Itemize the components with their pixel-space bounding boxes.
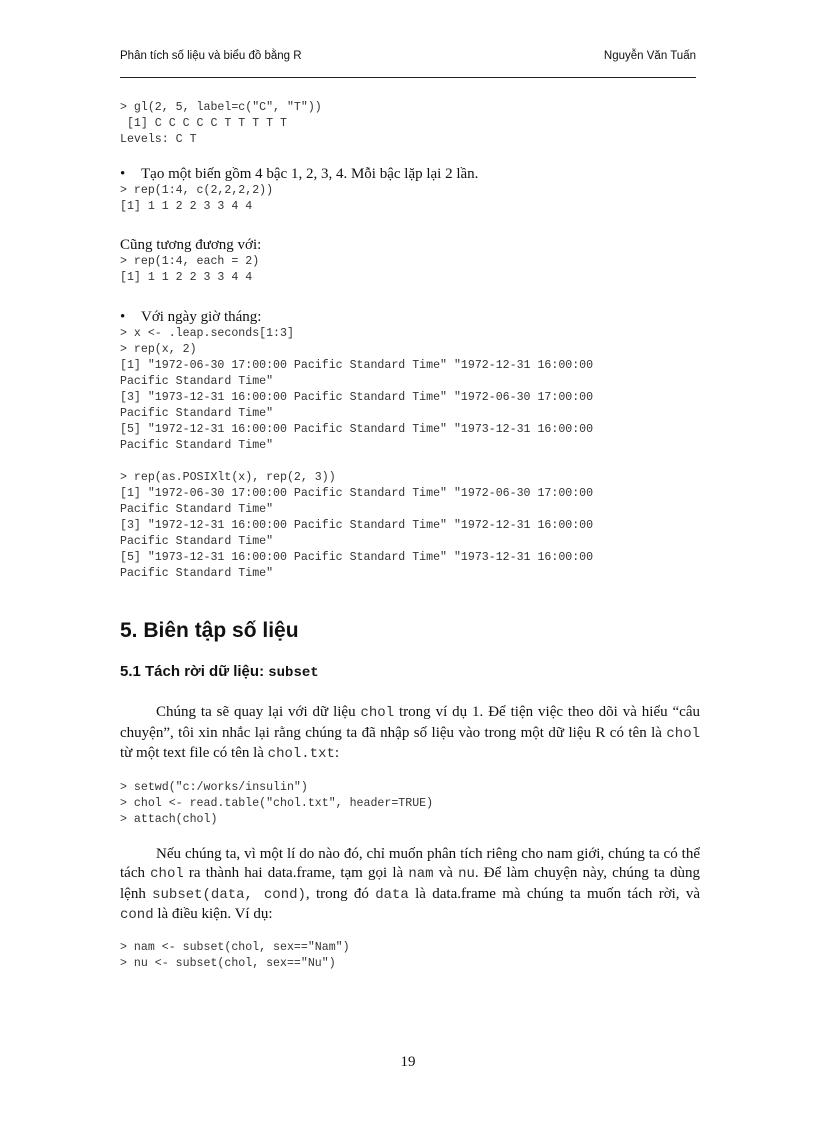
bullet-item-dates — [120, 308, 700, 326]
paragraph-subset — [120, 845, 700, 926]
text-run: Chúng ta sẽ quay lại với dữ liệu — [156, 704, 361, 720]
header-book-title: Phân tích số liệu và biểu đồ bằng R — [120, 50, 302, 62]
inline-code: cond — [120, 907, 154, 923]
inline-code: subset(data, cond) — [152, 886, 306, 903]
code-block-subset: > nam <- subset(chol, sex=="Nam") > nu <- subset(chol, sex=="Nu") — [120, 940, 350, 970]
text-run: và — [433, 865, 459, 881]
code-block-rep1: > rep(1:4, c(2,2,2,2)) [1] 1 1 2 2 3 3 4 4 — [120, 184, 274, 213]
text-run: ra thành hai data.frame, tạm gọi là — [183, 865, 409, 881]
header-author: Nguyễn Văn Tuấn — [603, 50, 696, 62]
paragraph-intro — [120, 703, 700, 765]
equivalent-text: Cũng tương đương với: — [120, 237, 262, 253]
bullet-icon: • — [120, 166, 126, 182]
bullet-text: Tạo một biến gồm 4 bậc 1, 2, 3, 4. Mỗi bậc lặp lại 2 lần. — [141, 166, 479, 182]
page-header — [120, 50, 696, 70]
inline-code: chol.txt — [267, 746, 335, 762]
subsection-heading-code: subset — [268, 665, 319, 681]
text-run: . Để làm chuyện này, chúng ta dùng lệnh — [120, 865, 701, 902]
text-run: là điều kiện. Ví dụ: — [153, 906, 273, 922]
inline-code: chol — [360, 705, 395, 721]
text-run: : — [334, 745, 340, 761]
bullet-text: Với ngày giờ tháng: — [141, 309, 262, 325]
code-block-dates1: > x <- .leap.seconds[1:3] > rep(x, 2) [1] "1972-06-30 17:00:00 Pacific Standard Time" "1972-12-31 16:00:00 Pacific Standard Time" [3] "1973-12-31 16:00:00 Pacific Standard Time" "1972-06-30 17:00:00 Pacific Standard Time" [5] "1972-12-31 16:00:00 Pacific Standard Time" "1973-12-31 16:00:00 Pacific Standard Time" — [120, 327, 594, 452]
bullet-item-factor-levels — [120, 165, 700, 183]
inline-code: chol — [150, 866, 184, 882]
subsection-heading — [120, 662, 700, 683]
text-run: , trong đó — [305, 885, 376, 902]
subsection-heading-text: 5.1 Tách rời dữ liệu: — [120, 663, 269, 680]
bullet-icon: • — [120, 309, 126, 325]
code-block-gl: > gl(2, 5, label=c("C", "T")) [1] C C C C C T T T T T Levels: C T — [120, 101, 322, 146]
code-block-setwd: > setwd("c:/works/insulin") > chol <- read.table("chol.txt", header=TRUE) > attach(chol) — [120, 780, 434, 826]
text-run: từ một text file có tên là — [120, 745, 268, 761]
page-content — [120, 100, 700, 972]
code-block-rep2: > rep(1:4, each = 2) [1] 1 1 2 2 3 3 4 4 — [120, 255, 260, 284]
inline-code: data — [375, 886, 409, 903]
text-run: Nếu chúng ta, vì một lí do nào đó, chỉ muốn phân tích riêng cho nam giới, chúng ta có thể tách — [120, 845, 700, 881]
header-rule — [120, 77, 696, 78]
section-heading: 5. Biên tập số liệu — [120, 619, 299, 642]
text-run: trong ví dụ 1. Để tiện việc theo dõi và hiểu “câu chuyện”, tôi xin nhắc lại rằng chúng ta đã nhập số liệu vào trong một dữ liệu R có tên là — [120, 704, 701, 741]
text-run: là data.frame mà chúng ta muốn tách rời, và — [408, 885, 700, 902]
inline-code: chol — [666, 725, 700, 742]
page-number: 19 — [400, 1054, 416, 1070]
inline-code: nam — [408, 866, 434, 882]
code-block-dates2: > rep(as.POSIXlt(x), rep(2, 3)) [1] "1972-06-30 17:00:00 Pacific Standard Time" "1972-06-30 17:00:00 Pacific Standard Time" [3] "1972-12-31 16:00:00 Pacific Standard Time" "1972-12-31 16:00:00 Pacific Standard Time" [5] "1973-12-31 16:00:00 Pacific Standard Time" "1973-12-31 16:00:00 Pacific Standard Time" — [120, 471, 594, 580]
inline-code: nu — [458, 866, 475, 882]
